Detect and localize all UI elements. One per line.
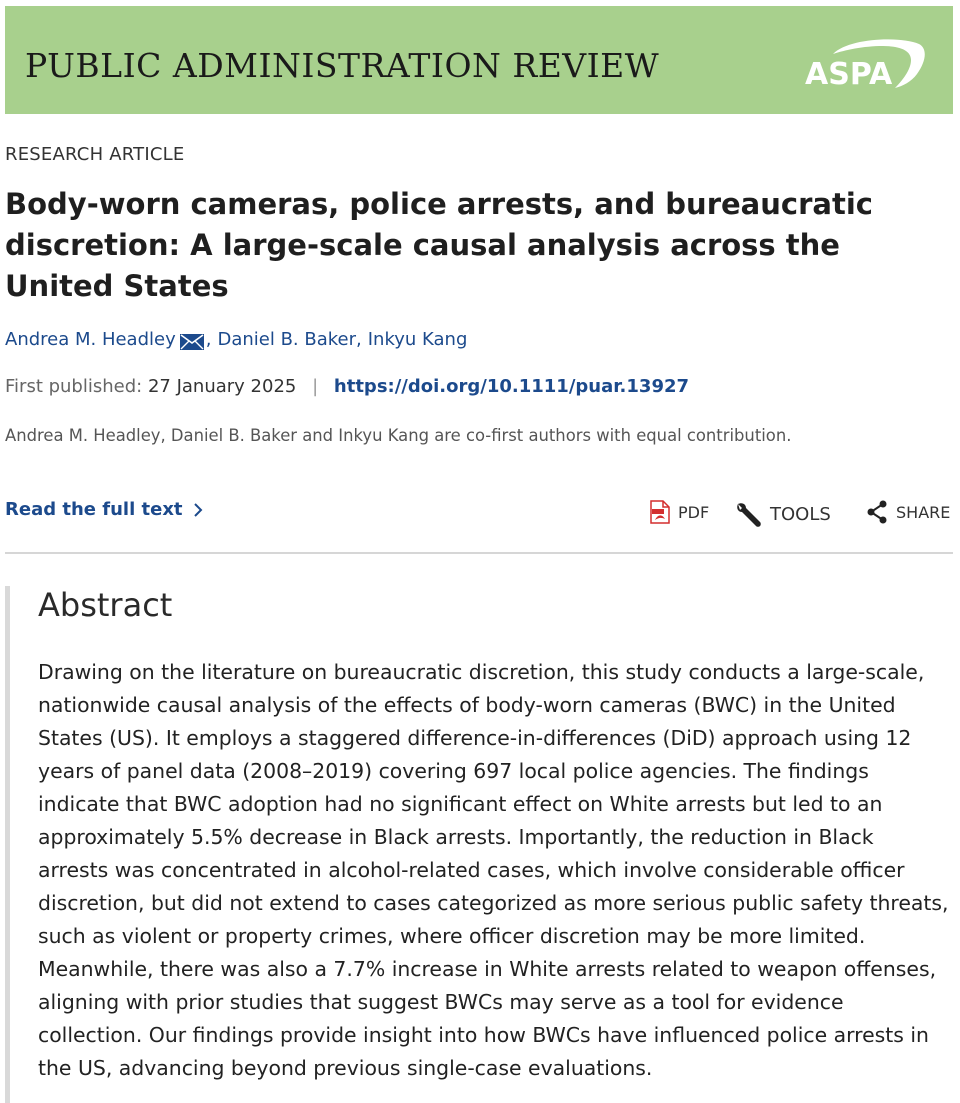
author-list (5, 329, 467, 350)
article-type: RESEARCH ARTICLE (5, 144, 185, 165)
author-separator: , (356, 329, 362, 350)
aspa-logo[interactable] (799, 34, 929, 92)
tools-label: TOOLS (770, 503, 831, 525)
share-button[interactable] (866, 500, 950, 524)
author-link-2[interactable]: Daniel B. Baker (217, 329, 357, 350)
read-full-text-label: Read the full text (5, 499, 183, 520)
abstract-section (5, 586, 960, 1103)
wrench-icon (734, 500, 762, 528)
logo-text: ASPA (805, 57, 893, 92)
doi-link[interactable]: https://doi.org/10.1111/puar.13927 (333, 376, 690, 397)
co-first-author-note: Andrea M. Headley, Daniel B. Baker and Inkyu Kang are co-first authors with equal contribution. (5, 426, 792, 445)
pdf-label: PDF (678, 502, 710, 522)
share-icon (866, 500, 888, 524)
first-published-date: 27 January 2025 (147, 376, 297, 397)
abstract-heading: Abstract (38, 586, 173, 624)
read-full-text-link[interactable] (5, 499, 203, 520)
author-link-1[interactable]: Andrea M. Headley (5, 329, 176, 350)
abstract-text: Drawing on the literature on bureaucratic discretion, this study conducts a large-scale, nationwide causal analysis of the effects of body-worn cameras (BWC) in the United States (US). It employs a staggered difference-in-differences (DiD) approach using 12 years of panel data (2008–2019) covering 697 local police agencies. The findings indicate that BWC adoption had no significant effect on White arrests but led to an approximately 5.5% decrease in Black arrests. Importantly, the reduction in Black arrests was concentrated in alcohol-related cases, which involve considerable officer discretion, but did not extend to cases categorized as more serious public safety threats, such as violent or property crimes, where officer discretion may be more limited. Meanwhile, there was also a 7.7% increase in White arrests related to weapon offenses, aligning with prior studies that suggest BWCs may serve as a tool for evidence collection. Our findings provide insight into how BWCs have influenced police arrests in the US, advancing beyond previous single-case evaluations. (38, 660, 949, 1080)
pdf-icon (650, 500, 670, 524)
share-label: SHARE (896, 502, 951, 522)
pdf-button[interactable] (650, 500, 709, 524)
section-divider (5, 552, 953, 554)
article-title: Body-worn cameras, police arrests, and bureaucratic discretion: A large-scale causal analysis across the United States (5, 187, 873, 303)
journal-banner (5, 6, 953, 114)
publication-info (5, 376, 689, 397)
first-published-label: First published: (5, 376, 143, 397)
journal-title[interactable]: PUBLIC ADMINISTRATION REVIEW (25, 46, 660, 85)
pub-separator: | (312, 376, 319, 397)
author-link-3[interactable]: Inkyu Kang (367, 329, 468, 350)
author-separator: , (205, 329, 212, 350)
tools-button[interactable] (734, 500, 831, 528)
envelope-icon[interactable] (180, 334, 204, 350)
chevron-right-icon (193, 503, 203, 517)
